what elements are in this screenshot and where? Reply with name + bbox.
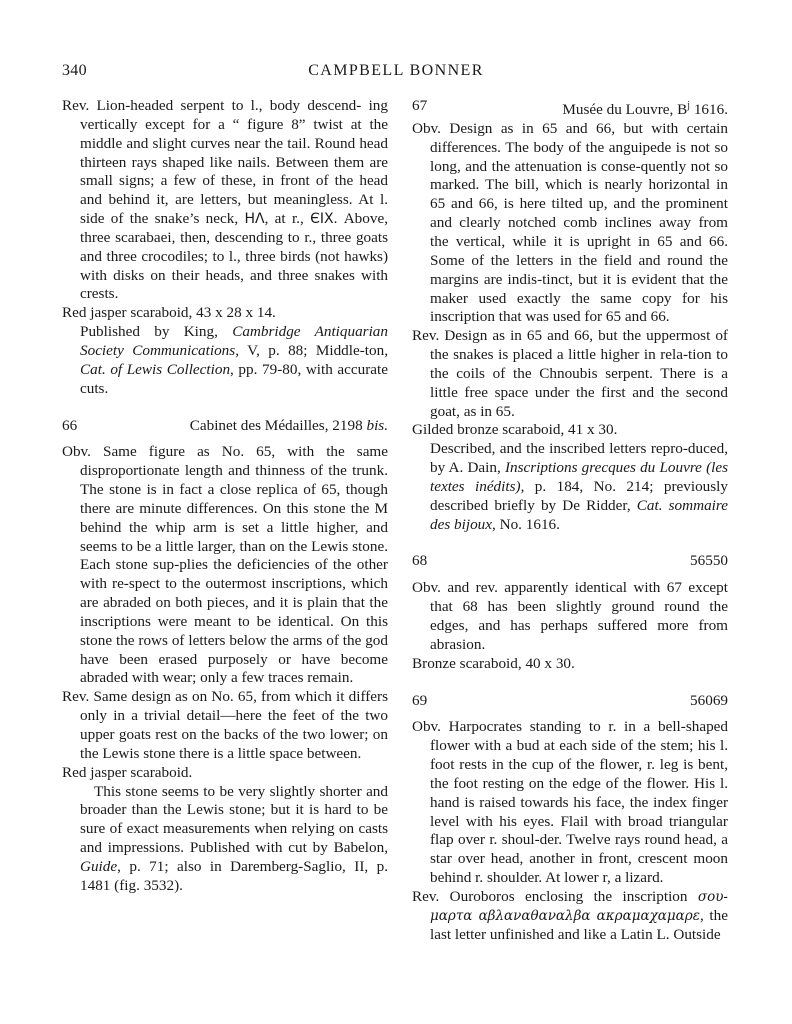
entry-68-heading bbox=[412, 552, 728, 571]
running-head: CAMPBELL BONNER bbox=[308, 62, 484, 79]
entry-number: 66 bbox=[62, 416, 78, 434]
entry-66-material: Red jasper scaraboid. bbox=[62, 763, 193, 781]
entry-67-material: Gilded bronze scaraboid, 41 x 30. bbox=[412, 421, 618, 439]
entry-number: 69 bbox=[412, 691, 428, 709]
entry-69-heading bbox=[412, 692, 728, 711]
entry-65-publication: Published by King, Cambridge Antiquarian Society Communications, V, p. 88; Middle-ton, Cat. of Lewis Collection, pp. 79-80, with accurate cuts. bbox=[80, 323, 388, 397]
entry-collection: 56550 bbox=[690, 552, 728, 570]
entry-66-note: This stone seems to be very slightly shorter and broader than the Lewis stone; but it is hard to be sure of exact measurements when relying on casts and impressions. Published with cut by Babelon, Guide, p. 71; also in Daremberg-Saglio, II, p. 1481 (fig. 3532). bbox=[80, 782, 388, 894]
entry-number: 67 bbox=[412, 97, 428, 114]
entry-68-description: Obv. and rev. apparently identical with 67 except that 68 has been slightly ground round the edges, and has perhaps suffered more from abrasion. bbox=[412, 579, 728, 653]
entry-68-material: Bronze scaraboid, 40 x 30. bbox=[412, 654, 575, 672]
entry-65-reverse: Rev. Lion-headed serpent to l., body descend- ing vertically except for a “ figure 8” twist at the middle and slight curves near the tail. Round head thirteen rays shaped like nails. Between them are small signs; a few of these, in front of the head and behind it, are letters, but meaningless. At l. side of the snake’s neck, ΗΛ, at r., ЄΙΧ. Above, three scarabaei, then, descending to r., three goats and three crocodiles; to l., three birds (not hawks) with disks on their heads, and three snakes with crests. bbox=[62, 97, 389, 303]
entry-collection: 56069 bbox=[690, 691, 728, 709]
entry-collection: Musée du Louvre, $B^j$ 1616. bbox=[562, 100, 728, 119]
entry-67-heading bbox=[412, 97, 728, 120]
entry-69-reverse: Rev. Ouroboros enclosing the inscription σου-μαρτα αβλαναθαναλβα ακραμαχαμαρε, the last letter unfinished and like a Latin L. Outside bbox=[412, 887, 728, 943]
entry-66-obverse: Obv. Same figure as No. 65, with the same disproportionate length and thinness of the trunk. The stone is in fact a close replica of 65, though there are minute differences. On this stone the M behind the whip arm is set a little higher, and seems to be a little larger, than on the Lewis stone. Each stone sup-plies the deficiencies of the other with re-spect to the outermost inscriptions, which are abraded on both pieces, and it is plain that the inscriptions were meant to be identical. On this stone the rows of letters below the arms of the god have been erased purposely or have become abraded with wear; only a few traces remain. bbox=[62, 443, 388, 687]
entry-69-obverse: Obv. Harpocrates standing to r. in a bell-shaped flower with a bud at each side of the stem; his l. foot rests in the cup of the flower, r. leg is bent, the foot resting on the edge of the flower. His l. hand is raised towards his face, the index finger level with his eyes. Flail with broad triangular flap over r. shoul-der. Twelve rays round head, a star over head, another in front, crescent moon behind r. shoulder. At lower r, a lizard. bbox=[412, 718, 728, 887]
entry-65-material: Red jasper scaraboid, 43 x 28 x 14. bbox=[62, 304, 276, 322]
left-column bbox=[62, 97, 388, 896]
greek-inscription: σου-μαρτα αβλαναθαναλβα ακραμαχαμαρε bbox=[430, 888, 728, 924]
entry-number: 68 bbox=[412, 552, 428, 570]
right-column bbox=[412, 97, 728, 945]
entry-66-reverse: Rev. Same design as on No. 65, from which it differs only in a trivial detail—here the feet of the two upper goats rest on the backs of the two lower; on the Lewis stone there is a little space between. bbox=[62, 688, 388, 762]
entry-67-publication: Described, and the inscribed letters repro-duced, by A. Dain, Inscriptions grecques du Louvre (les textes inédits), p. 184, No. 214; previously described briefly by De Ridder, Cat. sommaire des bijoux, No. 1616. bbox=[430, 440, 729, 533]
inscription-letters: ЄΙΧ bbox=[310, 211, 334, 228]
entry-67-reverse: Rev. Design as in 65 and 66, but the uppermost of the snakes is placed a little higher in rela-tion to the coils of the Chnoubis serpent. There is a little free space under the first and the second goat, as in 65. bbox=[412, 327, 728, 420]
entry-67-obverse: Obv. Design as in 65 and 66, but with certain differences. The body of the anguipede is not so long, and the attenuation is conse-quently not so marked. The bill, which is nearly horizontal in 65 and 66, is here tilted up, and the prominent and clearly notched comb inclines away from the vertical, while it is upright in 65 and 66. Some of the letters in the field and round the margins are indis-tinct, but it is evident that the maker used exactly the same copy for his inscription that was used for 65 and 66. bbox=[412, 119, 728, 326]
entry-collection: Cabinet des Médailles, 2198 bis. bbox=[189, 416, 388, 434]
inscription-letters: ΗΛ bbox=[244, 211, 265, 228]
page-number: 340 bbox=[62, 62, 87, 79]
entry-66-heading bbox=[62, 417, 388, 436]
